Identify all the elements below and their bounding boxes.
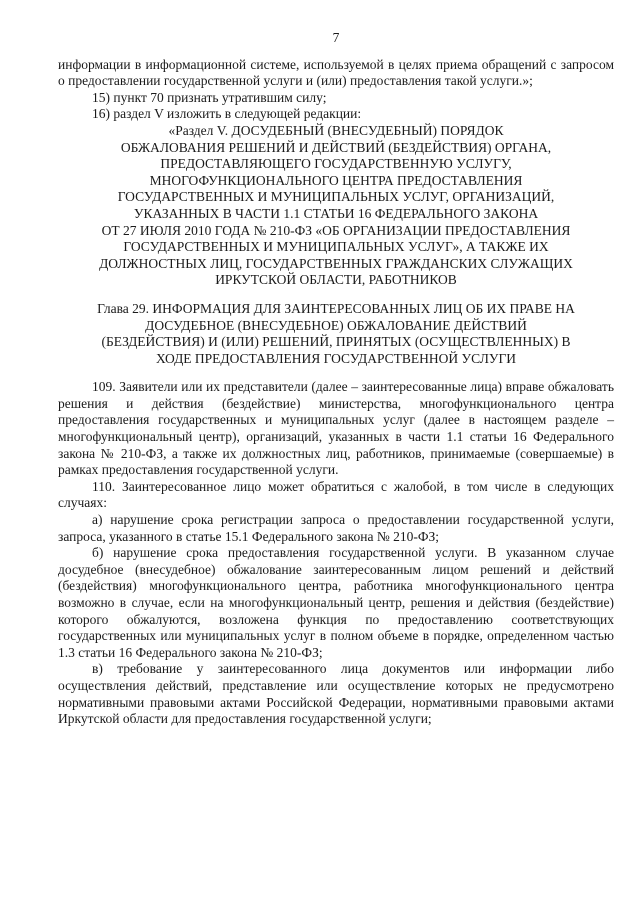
section-title-line: ГОСУДАРСТВЕННЫХ И МУНИЦИПАЛЬНЫХ УСЛУГ, ОРГАНИЗАЦИЙ, xyxy=(117,189,555,205)
page-number: 7 xyxy=(332,30,340,45)
section-title-line: УКАЗАННЫХ В ЧАСТИ 1.1 СТАТЬИ 16 ФЕДЕРАЛЬНОГО ЗАКОНА xyxy=(133,205,539,221)
section-title-line: ОТ 27 ИЮЛЯ 2010 ГОДА № 210-ФЗ «ОБ ОРГАНИЗАЦИИ ПРЕДОСТАВЛЕНИЯ xyxy=(101,222,571,238)
item-v: в) требование у заинтересованного лица документов или информации либо осуществления действий, представление или осуществление которых не предусмотрено нормативными правовыми актами Российской Федерации, нормативными правовыми актами Иркутской области для предоставления государственной услуги; xyxy=(58,661,614,727)
section-title-line: «Раздел V. ДОСУДЕБНЫЙ (ВНЕСУДЕБНЫЙ) ПОРЯДОК xyxy=(168,122,504,138)
section-title-line: ПРЕДОСТАВЛЯЮЩЕГО ГОСУДАРСТВЕННУЮ УСЛУГУ, xyxy=(160,156,512,172)
item-b: б) нарушение срока предоставления государственной услуги. В указанном случае досудебное (внесудебное) обжалование заинтересованным лицом решений и действий (бездействия) многофункционального центра, работника многофункционального центра возможно в случае, если на многофункциональный центр, решения и действия (бездействие) которого обжалуются, возложена функция по предоставлению соответствующих государственных или муниципальных услуг в полном объеме в порядке, определенном частью 1.3 статьи 16 Федерального закона № 210-ФЗ; xyxy=(58,545,614,660)
chapter-title-line: ДОСУДЕБНОЕ (ВНЕСУДЕБНОЕ) ОБЖАЛОВАНИЕ ДЕЙСТВИЙ xyxy=(145,317,527,333)
section-title-line: МНОГОФУНКЦИОНАЛЬНОГО ЦЕНТРА ПРЕДОСТАВЛЕНИЯ xyxy=(149,172,523,188)
section-title-line: ИРКУТСКОЙ ОБЛАСТИ, РАБОТНИКОВ xyxy=(215,272,457,288)
section-title xyxy=(58,123,614,289)
item-16: 16) раздел V изложить в следующей редакции: xyxy=(92,106,362,122)
section-title-line: ГОСУДАРСТВЕННЫХ И МУНИЦИПАЛЬНЫХ УСЛУГ», А ТАКЖЕ ИХ xyxy=(123,239,549,255)
chapter-title-line: Глава 29. ИНФОРМАЦИЯ ДЛЯ ЗАИНТЕРЕСОВАННЫХ ЛИЦ ОБ ИХ ПРАВЕ НА xyxy=(97,300,575,316)
chapter-title-line: (БЕЗДЕЙСТВИЯ) И (ИЛИ) РЕШЕНИЙ, ПРИНЯТЫХ (ОСУЩЕСТВЛЕННЫХ) В xyxy=(101,334,571,350)
section-title-line: ДОЛЖНОСТНЫХ ЛИЦ, ГОСУДАРСТВЕННЫХ ГРАЖДАНСКИХ СЛУЖАЩИХ xyxy=(99,255,573,271)
item-15: 15) пункт 70 признать утратившим силу; xyxy=(92,89,327,105)
top-paragraph: информации в информационной системе, используемой в целях приема обращений с запросом о предоставлении государственной услуги и (или) предоставления такой услуги.»; xyxy=(58,56,614,89)
paragraph-109: 109. Заявители или их представители (далее – заинтересованные лица) вправе обжаловать решения и действия (бездействие) министерства, многофункционального центра предоставления государственных и муниципальных услуг (далее в настоящем разделе – многофункциональный центр), организаций, указанных в части 1.1 статьи 16 Федерального закона № 210-ФЗ, а также их должностных лиц, работников, принимаемые (совершаемые) в рамках предоставления государственной услуги. xyxy=(58,379,614,478)
chapter-title xyxy=(58,301,614,367)
section-title-line: ОБЖАЛОВАНИЯ РЕШЕНИЙ И ДЕЙСТВИЙ (БЕЗДЕЙСТВИЯ) ОРГАНА, xyxy=(120,139,552,155)
chapter-title-line: ХОДЕ ПРЕДОСТАВЛЕНИЯ ГОСУДАРСТВЕННОЙ УСЛУГИ xyxy=(155,350,517,366)
paragraph-110: 110. Заинтересованное лицо может обратиться с жалобой, в том числе в следующих случаях: xyxy=(58,478,614,511)
item-a: а) нарушение срока регистрации запроса о предоставлении государственной услуги, запроса, указанного в статье 15.1 Федерального закона № 210-ФЗ; xyxy=(58,512,614,544)
